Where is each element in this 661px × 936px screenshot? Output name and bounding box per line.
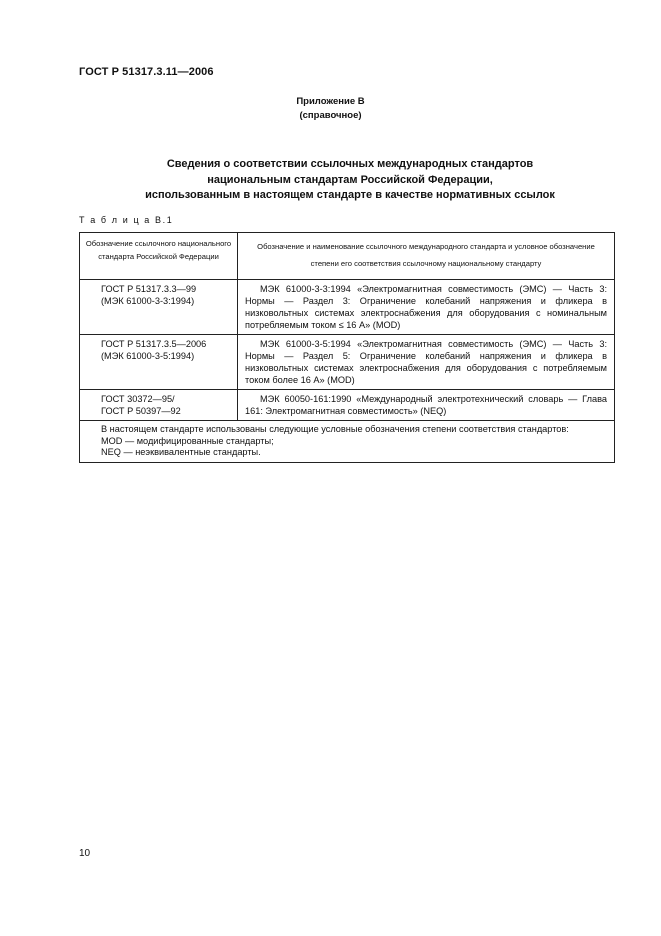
annex-title-line: Сведения о соответствии ссылочных международных стандартов: [166, 158, 534, 170]
international-standard-text: МЭК 60050-161:1990 «Международный электротехнический словарь — Глава 161: Электромагнитная совместимость» (NEQ): [245, 394, 607, 416]
page-number: 10: [79, 848, 91, 859]
annex-title: [60, 157, 640, 204]
table-note-row: [80, 421, 615, 463]
table-note-line: NEQ — неэквивалентные стандарты.: [101, 447, 261, 457]
table-note: [80, 421, 615, 463]
national-standard-cell: [80, 390, 238, 421]
national-standard-line: (МЭК 61000-3-5:1994): [101, 351, 195, 361]
annex-label: Приложение В: [296, 96, 365, 107]
annex-title-line: национальным стандартам Российской Федерации,: [207, 173, 493, 186]
table-note-line: MOD — модифицированные стандарты;: [101, 435, 274, 446]
international-standard-cell: [238, 335, 615, 390]
annex-type: (справочное): [299, 110, 362, 121]
national-standard-line: ГОСТ 30372—95/: [101, 394, 175, 404]
table-note-line: В настоящем стандарте использованы следующие условные обозначения степени соответствия стандартов:: [101, 424, 569, 434]
table-caption: Т а б л и ц а В.1: [79, 215, 174, 225]
international-standard-cell: [238, 390, 615, 421]
national-standard-cell: [80, 335, 238, 390]
international-standard-text: МЭК 61000-3-5:1994 «Электромагнитная совместимость (ЭМС) — Часть 3: Нормы — Раздел 5: Ограничение колебаний напряжения и фликера в низковольтных системах электроснабжения для оборудования с потребляемым током более 16 А» (MOD): [245, 339, 607, 385]
annex-heading: [0, 95, 661, 123]
table-header-row: [80, 233, 615, 280]
table-row: [80, 390, 615, 421]
header-international-standard: Обозначение и наименование ссылочного международного стандарта и условное обозначение степени его соответствия ссылочному национальному стандарту: [238, 233, 615, 280]
document-code-header: ГОСТ Р 51317.3.11—2006: [79, 66, 214, 78]
table-row: [80, 280, 615, 335]
national-standard-line: ГОСТ Р 51317.3.3—99: [101, 284, 197, 294]
table-row: [80, 335, 615, 390]
international-standard-cell: [238, 280, 615, 335]
national-standard-line: ГОСТ Р 50397—92: [101, 406, 181, 416]
annex-title-line: использованным в настоящем стандарте в качестве нормативных ссылок: [145, 189, 555, 201]
national-standard-cell: [80, 280, 238, 335]
reference-standards-table: [79, 232, 615, 463]
national-standard-line: ГОСТ Р 51317.3.5—2006: [101, 339, 207, 349]
international-standard-text: МЭК 61000-3-3:1994 «Электромагнитная совместимость (ЭМС) — Часть 3: Нормы — Раздел 3: Ограничение колебаний напряжения и фликера в низковольтных системах электроснабжения для оборудования с номинальным потребляемым током ≤ 16 А» (MOD): [245, 284, 607, 330]
header-national-standard: Обозначение ссылочного национального стандарта Российской Федерации: [80, 233, 238, 280]
national-standard-line: (МЭК 61000-3-3:1994): [101, 296, 195, 306]
